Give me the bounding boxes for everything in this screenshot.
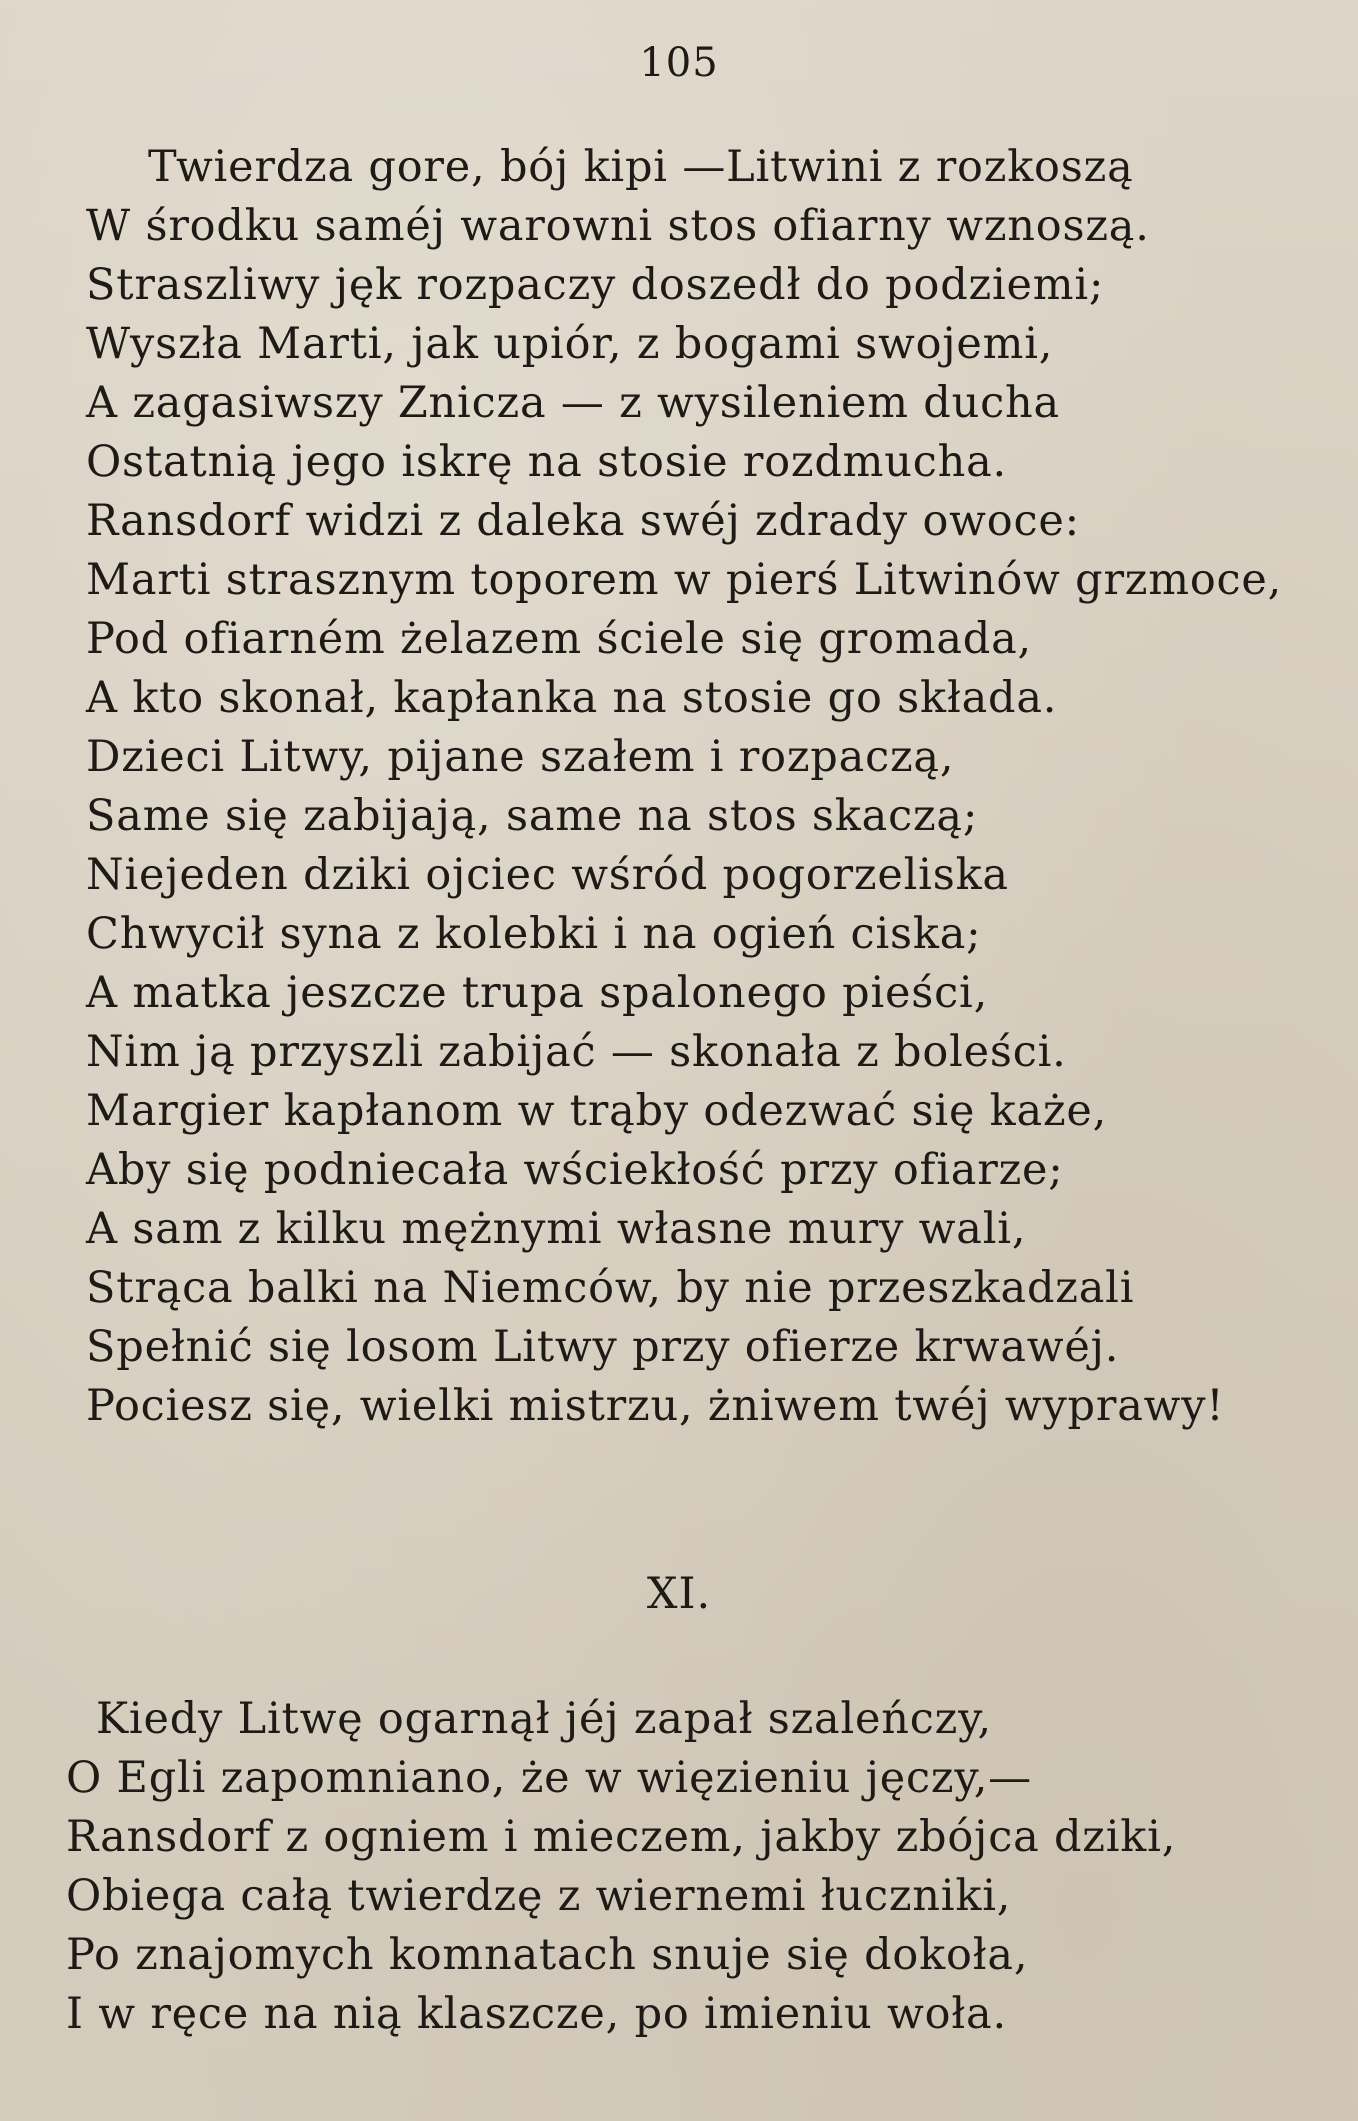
poem-line: Margier kapłanom w trąby odezwać się każe, (86, 1086, 1108, 1136)
page-number: 105 (639, 40, 719, 86)
poem-line: Ransdorf z ogniem i mieczem, jakby zbójca dziki, (66, 1812, 1177, 1862)
poem-line: Twierdza gore, bój kipi —Litwini z rozkoszą (148, 142, 1134, 192)
poem-line: Strąca balki na Niemców, by nie przeszkadzali (86, 1263, 1135, 1313)
poem-line: O Egli zapomniano, że w więzieniu jęczy,— (66, 1753, 1032, 1803)
poem-line: Kiedy Litwę ogarnął jéj zapał szaleńczy, (96, 1694, 992, 1744)
poem-line: Wyszła Marti, jak upiór, z bogami swojemi, (86, 319, 1054, 369)
poem-line: Obiega całą twierdzę z wiernemi łuczniki, (66, 1871, 1012, 1921)
poem-line: Marti strasznym toporem w pierś Litwinów grzmoce, (86, 555, 1283, 605)
poem-line: A zagasiwszy Znicza — z wysileniem ducha (86, 378, 1060, 428)
poem-line: Pociesz się, wielki mistrzu, żniwem twéj wyprawy! (86, 1381, 1225, 1431)
poem-line: Spełnić się losom Litwy przy ofierze krwawéj. (86, 1322, 1120, 1372)
poem-line: Straszliwy jęk rozpaczy doszedł do podziemi; (86, 260, 1105, 310)
section-heading: XI. (646, 1569, 712, 1619)
poem-line: Po znajomych komnatach snuje się dokoła, (66, 1930, 1029, 1980)
poem-stanza-2 (66, 1690, 1176, 2044)
poem-line: A sam z kilku mężnymi własne mury wali, (86, 1204, 1027, 1254)
poem-line: A matka jeszcze trupa spalonego pieści, (86, 968, 989, 1018)
poem-line: Ransdorf widzi z daleka swéj zdrady owoce: (86, 496, 1080, 546)
poem-line: Dzieci Litwy, pijane szałem i rozpaczą, (86, 732, 955, 782)
poem-line: A kto skonał, kapłanka na stosie go składa. (86, 673, 1058, 723)
poem-line: Pod ofiarném żelazem ściele się gromada, (86, 614, 1033, 664)
poem-line: Nim ją przyszli zabijać — skonała z boleści. (86, 1027, 1067, 1077)
poem-line: Same się zabijają, same na stos skaczą; (86, 791, 979, 841)
poem-line: Niejeden dziki ojciec wśród pogorzeliska (86, 850, 1009, 900)
poem-line: Aby się podniecała wściekłość przy ofiarze; (86, 1145, 1064, 1195)
poem-line: I w ręce na nią klaszcze, po imieniu woła. (66, 1989, 1007, 2039)
poem-stanza-1 (86, 138, 1282, 1436)
poem-line: Ostatnią jego iskrę na stosie rozdmucha. (86, 437, 1008, 487)
poem-line: W środku saméj warowni stos ofiarny wznoszą. (86, 201, 1150, 251)
poem-line: Chwycił syna z kolebki i na ogień ciska; (86, 909, 982, 959)
